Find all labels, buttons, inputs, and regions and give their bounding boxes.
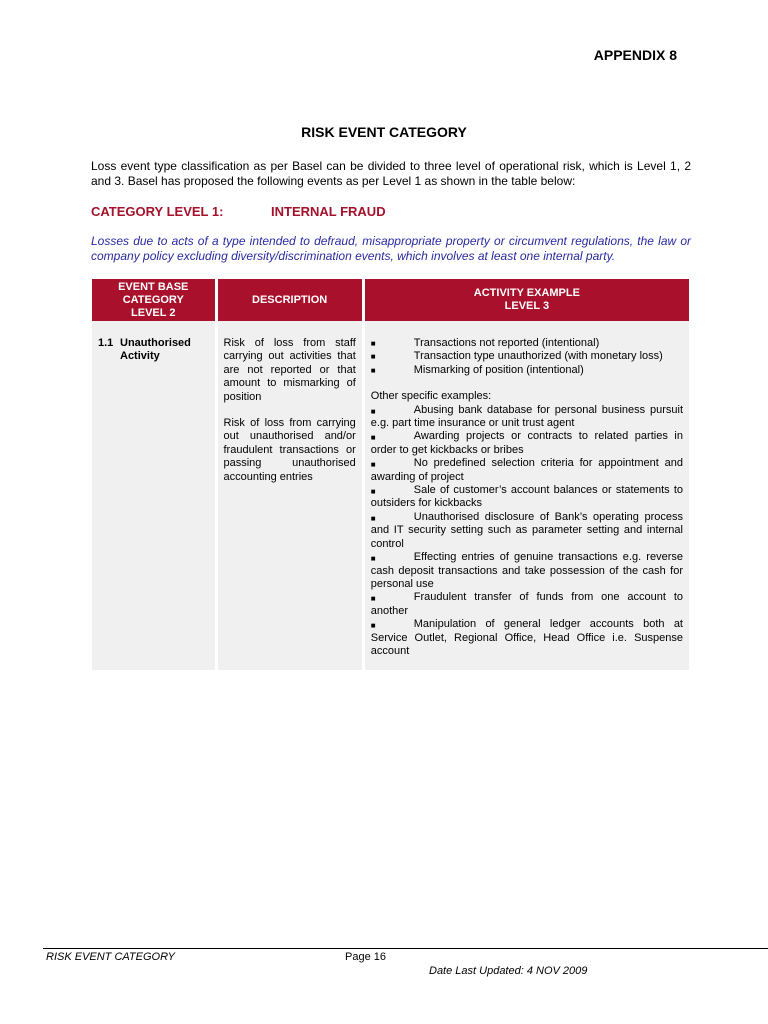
category-value: INTERNAL FRAUD xyxy=(271,204,386,219)
example-text: Sale of customer’s account balances or statements to outsiders for kickbacks xyxy=(370,484,683,510)
intro-paragraph: Loss event type classification as per Basel can be divided to three level of operational risk, which is Level 1, 2 and 3. Basel has proposed the following events as per Level 1 as shown in the table below: xyxy=(91,159,691,188)
header-col3-line1: ACTIVITY EXAMPLE xyxy=(473,287,580,299)
activity-text: Transactions not reported (intentional) xyxy=(413,337,600,349)
footer-divider xyxy=(43,948,768,949)
bullet-icon: ■ xyxy=(370,487,376,497)
event-cell xyxy=(92,321,215,670)
list-item xyxy=(371,404,683,431)
header-description: DESCRIPTION xyxy=(218,279,362,321)
header-col1-line2: CATEGORY xyxy=(122,293,184,306)
list-item xyxy=(371,484,683,511)
bullet-icon: ■ xyxy=(370,513,376,523)
category-label: CATEGORY LEVEL 1: xyxy=(91,204,224,219)
other-examples-list xyxy=(371,404,683,659)
bullet-icon: ■ xyxy=(370,339,376,348)
list-item xyxy=(371,457,683,484)
example-text: Awarding projects or contracts to related parties in order to get kickbacks or bribes xyxy=(370,430,683,456)
activity-cell xyxy=(365,321,689,670)
table-row xyxy=(92,321,689,670)
list-item xyxy=(371,430,683,457)
example-text: Fraudulent transfer of funds from one account to another xyxy=(370,591,683,617)
list-item xyxy=(371,337,683,350)
header-col1-line1: EVENT BASE xyxy=(118,280,189,293)
description-text: Risk of loss from staff carrying out activities that are not reported or that amount to mismarking of position xyxy=(223,337,356,403)
other-examples-heading: Other specific examples: xyxy=(370,390,492,403)
description-cell xyxy=(218,321,362,670)
footer-title: RISK EVENT CATEGORY xyxy=(46,951,175,963)
risk-event-table xyxy=(89,279,692,670)
list-item xyxy=(371,618,683,658)
example-text: No predefined selection criteria for appointment and awarding of project xyxy=(370,457,683,483)
footer-date: Date Last Updated: 4 NOV 2009 xyxy=(429,965,588,977)
header-col3-line2: LEVEL 3 xyxy=(504,300,550,312)
bullet-icon: ■ xyxy=(370,460,376,470)
example-text: Effecting entries of genuine transactions e.g. reverse cash deposit transactions and take possession of the cash for personal use xyxy=(370,551,683,590)
appendix-label: APPENDIX 8 xyxy=(593,47,677,63)
page-title: RISK EVENT CATEGORY xyxy=(301,124,467,140)
bullet-icon: ■ xyxy=(370,554,376,564)
example-text: Unauthorised disclosure of Bank’s operating process and IT security setting such as parameter setting and internal control xyxy=(370,510,683,550)
footer-page-number: Page 16 xyxy=(345,951,386,963)
header-activity-example xyxy=(365,279,689,321)
table-header-row xyxy=(92,279,689,321)
bullet-icon: ■ xyxy=(370,621,376,631)
example-text: Manipulation of general ledger accounts both at Service Outlet, Regional Office, Head Office i.e. Suspense account xyxy=(370,618,683,657)
bullet-icon: ■ xyxy=(370,406,376,416)
list-item xyxy=(371,364,683,377)
category-heading xyxy=(91,204,386,219)
bullet-icon: ■ xyxy=(370,365,376,375)
bullet-icon: ■ xyxy=(370,352,376,362)
example-text: Abusing bank database for personal business pursuit e.g. part time insurance or unit trust agent xyxy=(370,403,683,430)
list-item xyxy=(371,350,683,363)
header-event-base-category xyxy=(92,279,215,321)
list-item xyxy=(371,511,683,551)
bullet-icon: ■ xyxy=(370,433,376,443)
activity-text: Mismarking of position (intentional) xyxy=(413,363,584,376)
activity-text: Transaction type unauthorized (with monetary loss) xyxy=(413,350,663,363)
bullet-icon: ■ xyxy=(370,594,376,604)
event-number: 1.1 xyxy=(98,337,114,349)
event-name: Unauthorised Activity xyxy=(120,337,191,363)
list-item xyxy=(371,551,683,591)
list-item xyxy=(371,591,683,618)
header-col1-line3: LEVEL 2 xyxy=(131,306,176,319)
losses-note: Losses due to acts of a type intended to defraud, misappropriate property or circumvent regulations, the law or company policy excluding diversity/discrimination events, which involves at least one internal party. xyxy=(91,234,691,263)
activity-list xyxy=(371,337,683,377)
description-text: Risk of loss from carrying out unauthorised and/or fraudulent transactions or passing unauthorised accounting entries xyxy=(223,417,356,483)
